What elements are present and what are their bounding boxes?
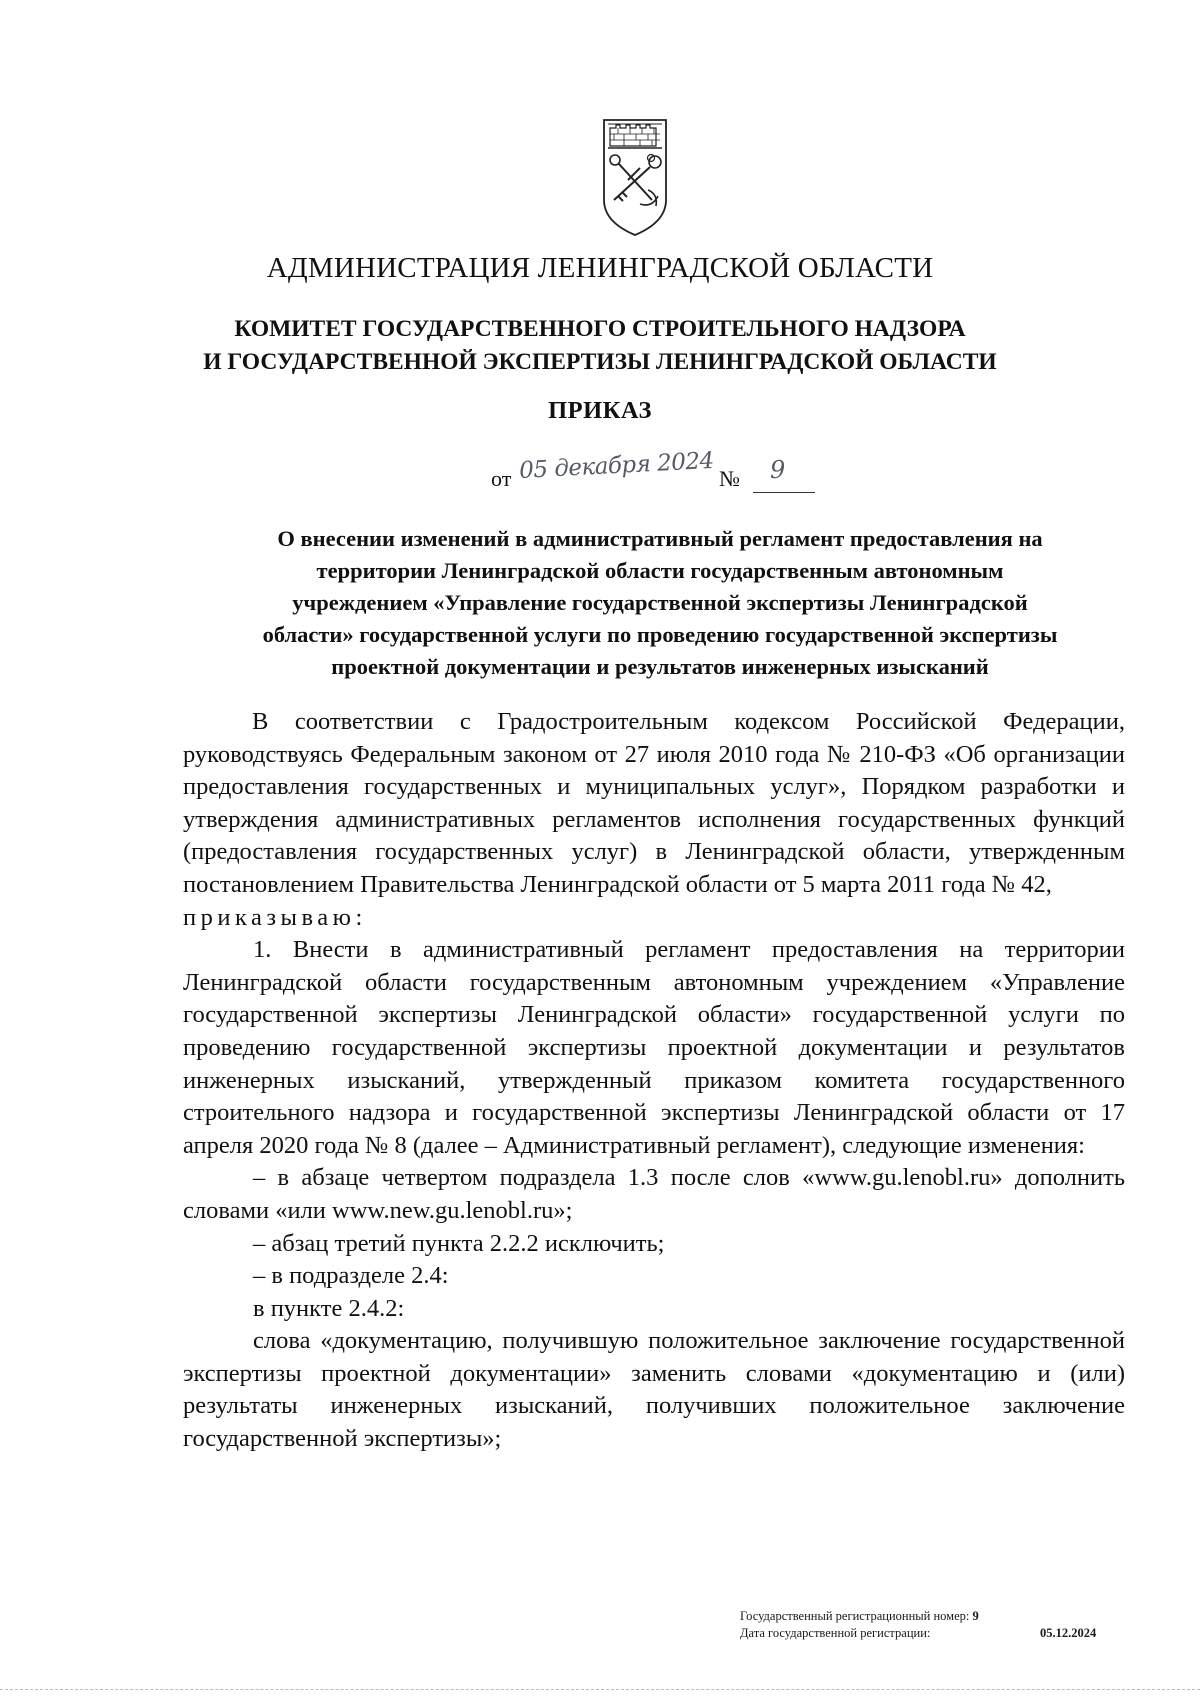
registration-date-row xyxy=(740,1625,1120,1642)
committee-title-line: КОМИТЕТ ГОСУДАРСТВЕННОГО СТРОИТЕЛЬНОГО НАДЗОРА xyxy=(234,316,966,342)
committee-title-line: И ГОСУДАРСТВЕННОЙ ЭКСПЕРТИЗЫ ЛЕНИНГРАДСКОЙ ОБЛАСТИ xyxy=(203,349,997,375)
number-underline xyxy=(753,492,815,493)
registration-date-label: Дата государственной регистрации: xyxy=(740,1626,931,1640)
item-1-paragraph: 1. Внести в административный регламент предоставления на территории Ленинградской области государственным автономным учреждением «Управление государственной экспертизы Ленинградской области» государственной услуги по проведению государственной экспертизы проектной документации и результатов инженерных изысканий, утвержденный приказом комитета государственного строительного надзора и государственной экспертизы Ленинградской области от 17 апреля 2020 года № 8 (далее – Административный регламент), следующие изменения: xyxy=(183,936,1125,1159)
date-prefix: от xyxy=(491,466,512,491)
leningrad-oblast-coat-of-arms-icon xyxy=(600,118,670,238)
subject-line: проектной документации и результатов инженерных изысканий xyxy=(331,654,989,679)
change-1-paragraph: – в абзаце четвертом подраздела 1.3 после слов «www.gu.lenobl.ru» дополнить словами «или www.new.gu.lenobl.ru»; xyxy=(183,1164,1125,1224)
administration-title: АДМИНИСТРАЦИЯ ЛЕНИНГРАДСКОЙ ОБЛАСТИ xyxy=(266,252,934,284)
order-word-paragraph xyxy=(183,902,1125,935)
order-body xyxy=(183,706,1125,1456)
order-word: приказываю: xyxy=(183,903,367,931)
committee-title xyxy=(0,313,1200,379)
registration-number-row xyxy=(740,1608,1120,1625)
registration-number-label-text: Государственный регистрационный номер: xyxy=(740,1609,970,1623)
subject-line: территории Ленинградской области государственным автономным xyxy=(316,558,1004,583)
order-date-number-line xyxy=(0,447,1200,498)
registration-date-value: 05.12.2024 xyxy=(1040,1626,1097,1640)
registration-number-label xyxy=(740,1608,979,1625)
number-sign: № xyxy=(719,466,740,491)
registration-number-value: 9 xyxy=(972,1609,979,1623)
registration-stamp xyxy=(740,1608,1120,1642)
page-bottom-divider xyxy=(0,1689,1200,1690)
change-3-text: слова «документацию, получившую положительное заключение государственной экспертизы проектной документации» заменить словами «документацию и (или) результаты инженерных изысканий, получивших положительное заключение государственной экспертизы»; xyxy=(183,1327,1125,1453)
change-3-subitem: в пункте 2.4.2: xyxy=(253,1294,405,1322)
change-2-paragraph: – абзац третий пункта 2.2.2 исключить; xyxy=(253,1229,665,1257)
document-type-title: ПРИКАЗ xyxy=(548,397,652,424)
order-subject xyxy=(190,523,1130,683)
handwritten-date: 05 декабря 2024 xyxy=(518,447,715,484)
subject-line: О внесении изменений в административный регламент предоставления на xyxy=(277,526,1043,551)
handwritten-number: 9 xyxy=(770,456,786,484)
subject-line: области» государственной услуги по проведению государственной экспертизы xyxy=(262,622,1058,647)
subject-line: учреждением «Управление государственной экспертизы Ленинградской xyxy=(292,590,1028,615)
change-3-paragraph: – в подразделе 2.4: xyxy=(253,1262,449,1290)
preamble-paragraph: В соответствии с Градостроительным кодексом Российской Федерации, руководствуясь Федеральным законом от 27 июля 2010 года № 210-ФЗ «Об организации предоставления государственных и муниципальных услуг», Порядком разработки и утверждения административных регламентов исполнения государственных функций (предоставления государственных услуг) в Ленинградской области, утвержденным постановлением Правительства Ленинградской области от 5 марта 2011 года № 42, xyxy=(183,708,1125,898)
